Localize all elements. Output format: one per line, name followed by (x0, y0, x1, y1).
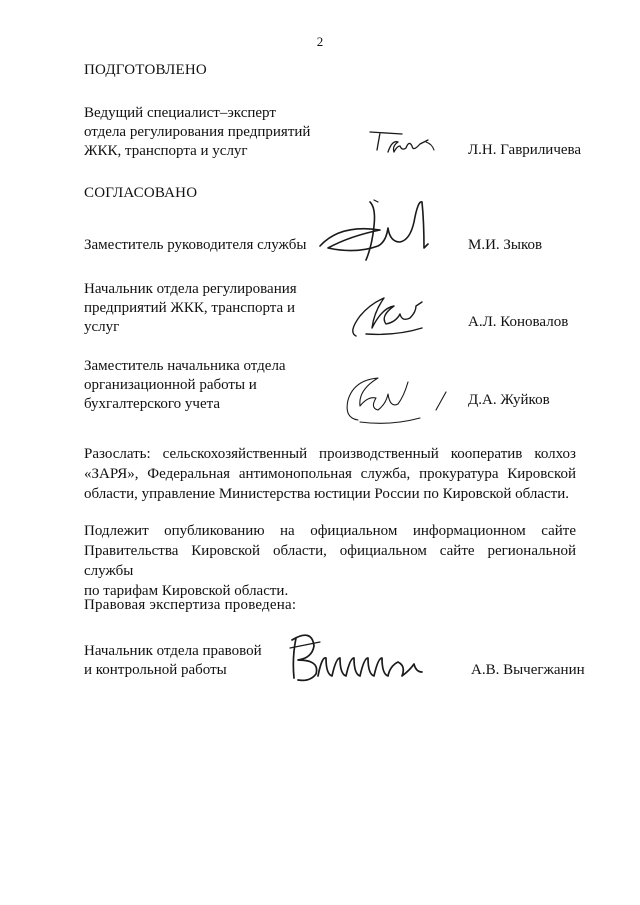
position-line: Начальник отдела регулирования (84, 281, 297, 297)
position-line: Заместитель руководителя службы (84, 237, 307, 253)
position-line: отдела регулирования предприятий (84, 124, 311, 140)
position-line: организационной работы и (84, 377, 257, 393)
position-line: Заместитель начальника отдела (84, 358, 286, 374)
position-line: и контрольной работы (84, 662, 227, 678)
page-number: 2 (316, 34, 324, 49)
signer-name: А.В. Вычегжанин (471, 662, 585, 678)
agreed-heading: СОГЛАСОВАНО (84, 185, 198, 201)
paragraph-line: области, управление Министерства юстиции России по Кировской области. (84, 486, 570, 502)
signer-name: Д.А. Жуйков (468, 392, 550, 408)
position-line: услуг (84, 319, 120, 335)
signature-zykov (318, 198, 448, 270)
paragraph-line: Подлежит опубликованию на официальном информационном сайте (84, 523, 576, 539)
signer-name: М.И. Зыков (468, 237, 543, 253)
signer-position (84, 280, 324, 337)
paragraph-line: Разослать: сельскохозяйственный производственный кооператив колхоз (84, 446, 576, 462)
signer-name: Л.Н. Гавриличева (468, 142, 582, 158)
prepared-heading: ПОДГОТОВЛЕНО (84, 62, 207, 78)
signer-name: А.Л. Коновалов (468, 314, 569, 330)
signer-position (84, 357, 324, 414)
paragraph-line: Правительства Кировской области, официальном сайте региональной службы (84, 543, 576, 579)
signature-zhuikov (340, 374, 464, 426)
position-line: предприятий ЖКК, транспорта и (84, 300, 295, 316)
signature-konovalov (346, 292, 438, 342)
signer-position (84, 236, 324, 255)
position-line: ЖКК, транспорта и услуг (84, 143, 248, 159)
publication-paragraph (84, 521, 576, 601)
signature-gavrilicheva (368, 128, 440, 162)
legal-review-heading: Правовая экспертиза проведена: (84, 597, 297, 613)
position-line: Ведущий специалист–эксперт (84, 105, 276, 121)
position-line: бухгалтерского учета (84, 396, 221, 412)
distribution-paragraph (84, 444, 576, 504)
paragraph-line: по тарифам Кировской области. (84, 583, 289, 599)
position-line: Начальник отдела правовой (84, 643, 262, 659)
prepared-position (84, 104, 324, 161)
paragraph-line: «ЗАРЯ», Федеральная антимонопольная служба, прокуратура Кировской (84, 466, 576, 482)
signature-vychegzhanin (288, 628, 436, 684)
